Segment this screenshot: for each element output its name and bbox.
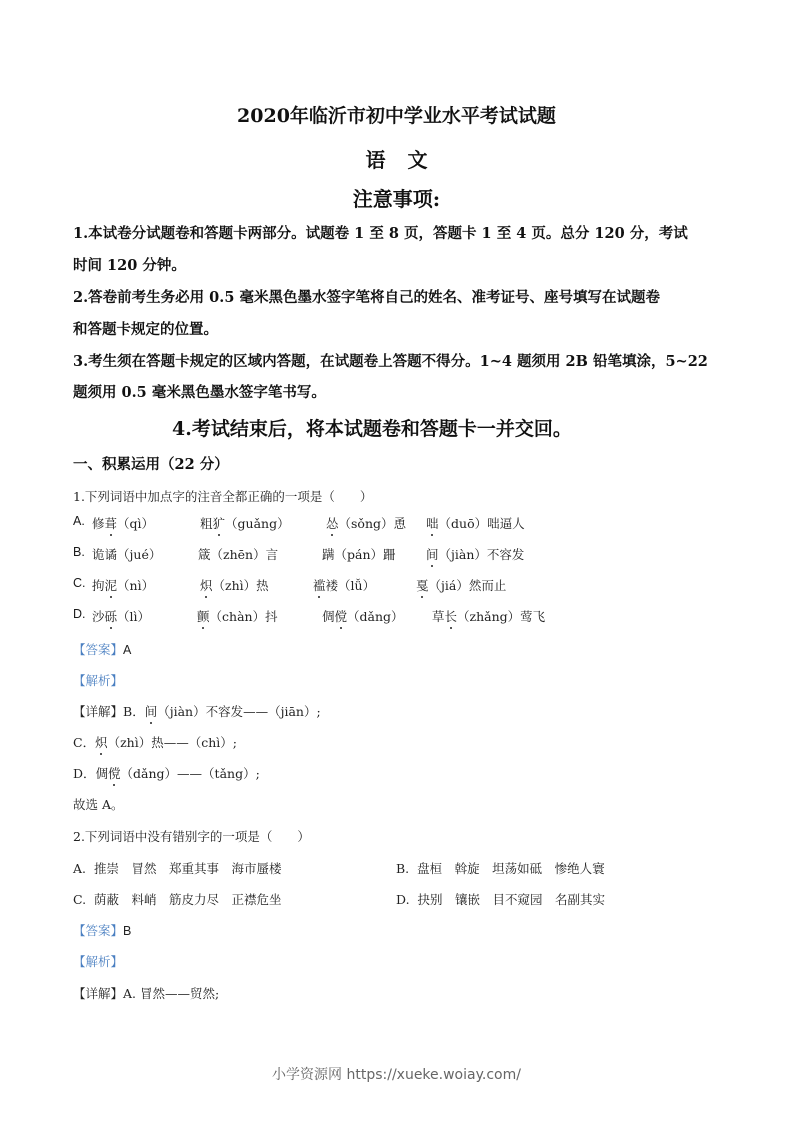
notice-4: 4.考试结束后，将本试题卷和答题卡一并交回。 <box>172 418 572 440</box>
option-label: D. <box>73 607 86 621</box>
notice-line: 和答题卡规定的位置。 <box>73 321 218 338</box>
question-2-stem: 2.下列词语中没有错别字的一项是（ ） <box>73 829 310 844</box>
notice-line: 2.答卷前考生务必用 0.5 毫米黑色墨水签字笔将自己的姓名、准考证号、座号填写在试题卷 <box>73 289 660 306</box>
answer-value: A <box>123 643 132 657</box>
answer-value: B <box>123 924 132 938</box>
page-title: 2020年临沂市初中学业水平考试试题 <box>237 105 556 127</box>
answer-line <box>73 640 131 658</box>
option-item: 颤（chàn）抖 <box>197 609 278 624</box>
question-2-option-b: B. 盘桓 斡旋 坦荡如砥 惨绝人寰 <box>396 861 605 876</box>
notice-line: 1.本试卷分试题卷和答题卡两部分。试题卷 1 至 8 页，答题卡 1 至 4 页。总分 120 分，考试 <box>73 225 688 242</box>
analysis-tag: 【解析】 <box>73 673 124 688</box>
option-item: 箴（zhēn）言 <box>198 547 279 562</box>
detail-tag: 【详解】 <box>73 986 124 1001</box>
option-item: 诡谲（jué） <box>92 547 162 562</box>
question-2-option-c: C. 荫蔽 料峭 筋皮力尽 正襟危坐 <box>73 892 282 907</box>
question-1-stem: 1.下列词语中加点字的注音全都正确的一项是（ ） <box>73 489 373 504</box>
notice-line: 题须用 0.5 毫米黑色墨水签字笔书写。 <box>73 384 326 401</box>
detail-tag: 【详解】 <box>73 704 124 719</box>
detail-line: 【详解】A. 冒然——贸然; <box>73 986 220 1001</box>
notice-line: 时间 120 分钟。 <box>73 257 186 274</box>
option-item: 修葺（qì） <box>92 516 155 531</box>
detail-line: 【详解】B．间（jiàn）不容发——（jiān）; <box>73 704 321 719</box>
option-label: C. <box>73 576 86 590</box>
option-item: 炽（zhì）热 <box>200 578 269 593</box>
option-item: 沙砾（lì） <box>92 609 151 624</box>
answer-tag: 【答案】 <box>73 642 124 657</box>
detail-line: D．倜傥（dǎng）——（tǎng）; <box>73 766 260 781</box>
conclusion-line: 故选 A。 <box>73 797 124 812</box>
option-item: 拘泥（nì） <box>92 578 155 593</box>
option-label: B. <box>73 545 85 559</box>
answer-tag: 【答案】 <box>73 923 124 938</box>
option-item: 咄（duō）咄逼人 <box>426 516 525 531</box>
detail-line: C．炽（zhì）热——（chì）; <box>73 735 237 750</box>
option-item: 草长（zhǎng）莺飞 <box>432 609 546 624</box>
subject-title: 语文 <box>365 148 450 172</box>
option-item: 粗犷（guǎng） <box>200 516 290 531</box>
analysis-tag: 【解析】 <box>73 954 124 969</box>
option-label: A. <box>73 514 85 528</box>
section-heading: 一、积累运用（22 分） <box>73 456 229 473</box>
option-item: 倜傥（dǎng） <box>322 609 404 624</box>
question-2-option-a: A. 推崇 冒然 郑重其事 海市蜃楼 <box>73 861 282 876</box>
notice-heading: 注意事项: <box>352 187 441 211</box>
question-2-option-d: D. 抉别 镶嵌 目不窥园 名副其实 <box>396 892 606 907</box>
answer-line <box>73 921 131 939</box>
option-item: 蹒（pán）跚 <box>322 547 396 562</box>
option-item: 戛（jiá）然而止 <box>416 578 507 593</box>
option-item: 怂（sǒng）恿 <box>326 516 407 531</box>
notice-line: 3.考生须在答题卡规定的区域内答题，在试题卷上答题不得分。1~4 题须用 2B 铅笔填涂，5~22 <box>73 353 708 370</box>
option-item: 间（jiàn）不容发 <box>426 547 525 562</box>
footer-watermark: 小学资源网 https://xueke.woiay.com/ <box>272 1067 521 1083</box>
option-item: 褴褛（lǚ） <box>313 578 376 593</box>
